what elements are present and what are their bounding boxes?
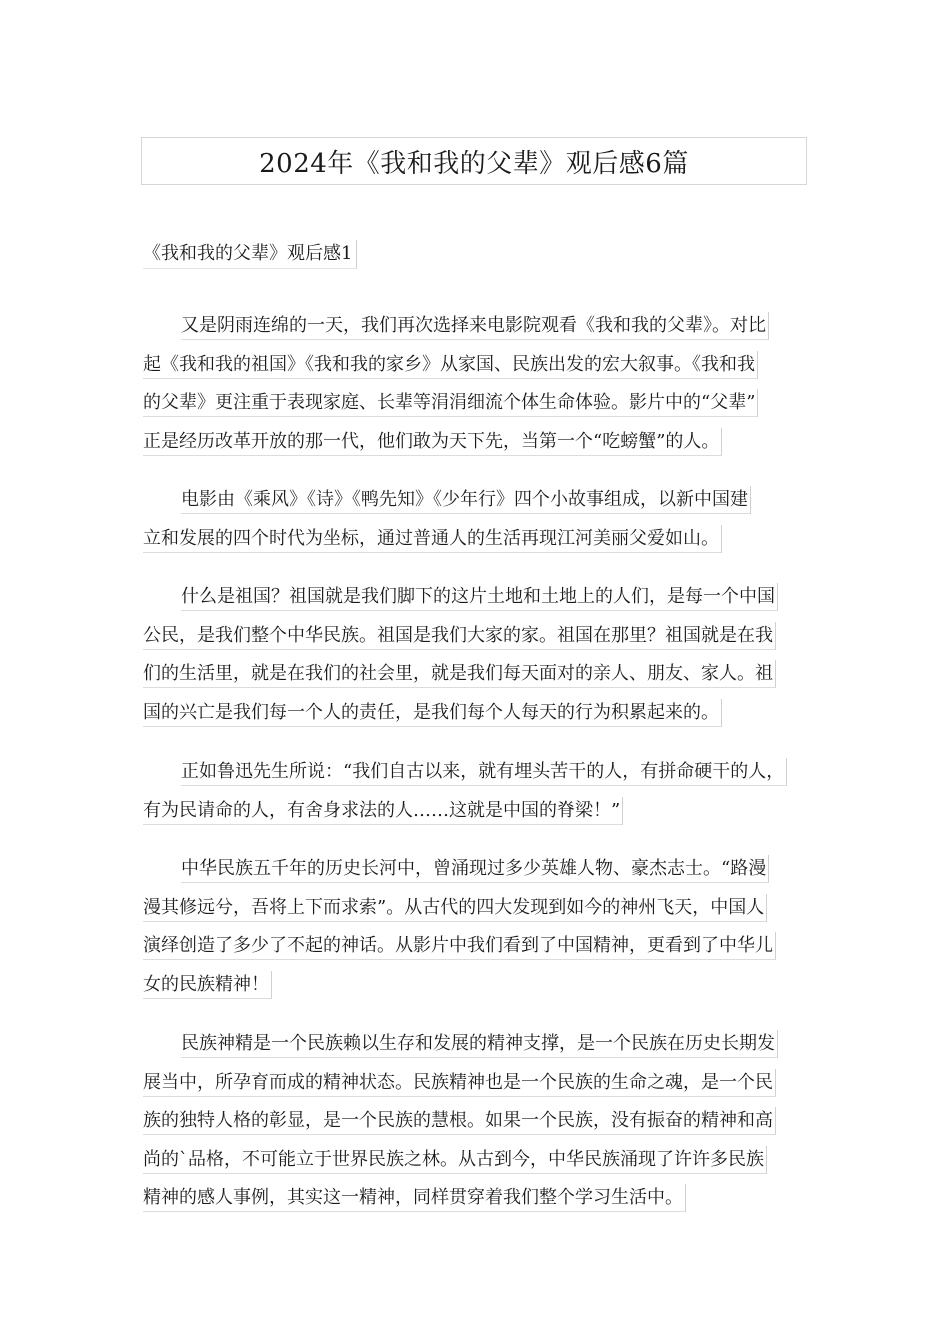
paragraph-line: 有为民请命的人，有舍身求法的人……这就是中国的脊梁！”	[143, 797, 807, 836]
paragraph-6	[143, 1030, 807, 1223]
paragraph-4	[143, 758, 807, 835]
paragraph-line: 什么是祖国？祖国就是我们脚下的这片土地和土地上的人们，是每一个中国	[143, 583, 807, 622]
paragraph-5	[143, 855, 807, 1009]
paragraph-line: 的父辈》更注重于表现家庭、长辈等涓涓细流个体生命体验。影片中的“父辈”	[143, 389, 807, 428]
document-title	[141, 137, 807, 185]
paragraph-line: 又是阴雨连绵的一天，我们再次选择来电影院观看《我和我的父辈》。对比	[143, 312, 807, 351]
section-heading: 《我和我的父辈》观后感1	[143, 240, 357, 269]
paragraph-line: 电影由《乘风》《诗》《鸭先知》《少年行》四个小故事组成，以新中国建	[143, 486, 807, 525]
paragraph-line: 尚的`品格，不可能立于世界民族之林。从古到今，中华民族涌现了许许多民族	[143, 1146, 807, 1185]
paragraph-line: 正如鲁迅先生所说：“我们自古以来，就有埋头苦干的人，有拼命硬干的人，	[143, 758, 807, 797]
paragraph-3	[143, 583, 807, 737]
paragraph-line: 民族神精是一个民族赖以生存和发展的精神支撑，是一个民族在历史长期发	[143, 1030, 807, 1069]
paragraph-line: 们的生活里，就是在我们的社会里，就是我们每天面对的亲人、朋友、家人。祖	[143, 660, 807, 699]
paragraph-line: 立和发展的四个时代为坐标，通过普通人的生活再现江河美丽父爱如山。	[143, 525, 807, 564]
paragraph-line: 正是经历改革开放的那一代，他们敢为天下先，当第一个“吃螃蟹”的人。	[143, 428, 807, 467]
paragraph-line: 漫其修远兮，吾将上下而求索”。从古代的四大发现到如今的神州飞天，中国人	[143, 894, 807, 933]
paragraph-line: 展当中，所孕育而成的精神状态。民族精神也是一个民族的生命之魂，是一个民	[143, 1069, 807, 1108]
paragraph-line: 公民，是我们整个中华民族。祖国是我们大家的家。祖国在那里？祖国就是在我	[143, 622, 807, 661]
paragraph-line: 族的独特人格的彰显，是一个民族的慧根。如果一个民族，没有振奋的精神和高	[143, 1107, 807, 1146]
paragraph-line: 演绎创造了多少了不起的神话。从影片中我们看到了中国精神，更看到了中华儿	[143, 932, 807, 971]
paragraph-line: 女的民族精神！	[143, 971, 807, 1010]
paragraph-1	[143, 312, 807, 466]
paragraph-line: 精神的感人事例，其实这一精神，同样贯穿着我们整个学习生活中。	[143, 1184, 807, 1223]
paragraph-line: 起《我和我的祖国》《我和我的家乡》从家国、民族出发的宏大叙事。《我和我	[143, 351, 807, 390]
paragraph-2	[143, 486, 807, 563]
document-title-text: 2024年《我和我的父辈》观后感6篇	[259, 148, 689, 179]
paragraph-line: 国的兴亡是我们每一个人的责任，是我们每个人每天的行为积累起来的。	[143, 699, 807, 738]
paragraph-line: 中华民族五千年的历史长河中，曾涌现过多少英雄人物、豪杰志士。“路漫	[143, 855, 807, 894]
